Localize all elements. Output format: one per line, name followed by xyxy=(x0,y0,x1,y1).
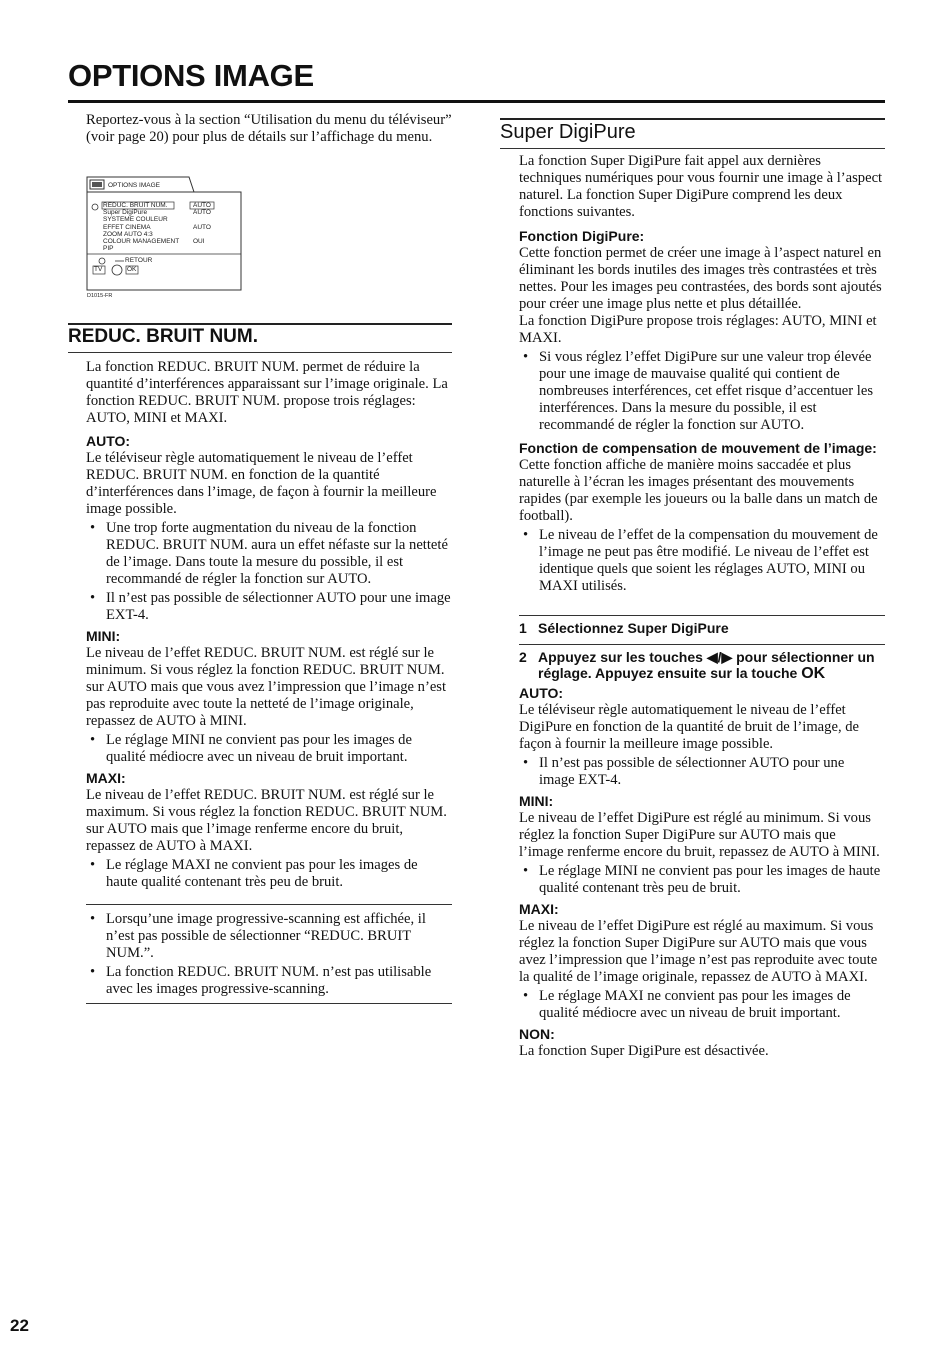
f2-bullets xyxy=(519,527,883,595)
step-number: 1 xyxy=(519,620,527,636)
f2-title: Fonction de compensation de mouvement de l’image: xyxy=(519,440,877,456)
dp-auto-text: Le téléviseur règle automatiquement le niveau de l’effet DigiPure en fonction de la quantité de bruit de l’image, de façon à fournir la meilleure image possible. xyxy=(519,702,860,752)
notes-bottom-rule xyxy=(86,1003,452,1004)
ok-key-label: OK xyxy=(801,665,826,682)
reduc-bottom-rule xyxy=(68,352,452,353)
reduc-auto-title: AUTO: xyxy=(86,433,131,449)
step-text xyxy=(538,649,885,682)
menu-item-label: COLOUR MANAGEMENT xyxy=(103,238,180,245)
list-item: • Il n’est pas possible de sélectionner AUTO pour une image EXT-4. xyxy=(519,755,883,789)
list-item: • Le réglage MINI ne convient pas pour les images de haute qualité contenant très peu de bruit. xyxy=(519,863,883,897)
ok-label: OK xyxy=(127,266,137,273)
digipure-section xyxy=(519,153,883,597)
dp-auto-bullets xyxy=(519,755,883,789)
reduc-auto-bullets xyxy=(86,520,452,624)
list-item: • Lorsqu’une image progressive-scanning est affichée, il n’est pas possible de sélectionner “REDUC. BRUIT NUM.”. xyxy=(86,911,452,962)
intro-text: Reportez-vous à la section “Utilisation du menu du téléviseur” (voir page 20) pour plus de détails sur l’affichage du menu. xyxy=(86,112,452,145)
tv-label: TV xyxy=(94,266,103,273)
list-item: • La fonction REDUC. BRUIT NUM. n’est pas utilisable avec les images progressive-scanning. xyxy=(86,964,452,998)
return-label: RETOUR xyxy=(125,257,153,264)
list-item: • Le réglage MAXI ne convient pas pour les images de haute qualité contenant très peu de bruit. xyxy=(86,857,452,891)
f1-bullets xyxy=(519,349,883,434)
title-rule xyxy=(68,100,885,103)
step-1 xyxy=(519,620,885,636)
step-text: Sélectionnez Super DigiPure xyxy=(538,620,729,636)
list-item: • Le réglage MINI ne convient pas pour les images de qualité médiocre avec un niveau de bruit important. xyxy=(86,732,452,766)
menu-item-value: AUTO xyxy=(193,224,211,231)
reduc-auto-text: Le téléviseur règle automatiquement le niveau de l’effet REDUC. BRUIT NUM. en fonction de la quantité d’interférences dans l’image, de façon à fournir la meilleure image possible. xyxy=(86,450,437,517)
menu-item-value: AUTO xyxy=(193,202,211,209)
step1-top-rule xyxy=(519,615,885,616)
list-item: • Le réglage MAXI ne convient pas pour les images de qualité médiocre avec un niveau de bruit important. xyxy=(519,988,883,1022)
digipure-intro: La fonction Super DigiPure fait appel aux dernières techniques numériques pour vous fournir une image à l’aspect naturel. La fonction Super DigiPure comprend les deux fonctions suivantes. xyxy=(519,153,883,220)
dp-maxi-title: MAXI: xyxy=(519,901,559,917)
reduc-mini-bullets xyxy=(86,732,452,766)
reduc-section xyxy=(86,359,452,893)
reduc-mini-text: Le niveau de l’effet REDUC. BRUIT NUM. est réglé sur le minimum. Si vous réglez la fonction REDUC. BRUIT NUM. sur AUTO mais que vous avez l’impression que l’image n’est pas reproduite avec toute la netteté de l’image originale, repassez de AUTO à MINI. xyxy=(86,645,447,729)
dp-non-text: La fonction Super DigiPure est désactivée. xyxy=(519,1043,769,1059)
dp-maxi-bullets xyxy=(519,988,883,1022)
page-number: 22 xyxy=(10,1316,29,1335)
list-item: • Si vous réglez l’effet DigiPure sur une valeur trop élevée pour une image de mauvaise qualité qui contient de nombreuses interférences, cet effet risque d’accentuer les interférences. Dans la mesure du possible, il est recommandé de régler la fonction sur AUTO. xyxy=(519,349,883,434)
dp-maxi-text: Le niveau de l’effet DigiPure est réglé au maximum. Si vous réglez la fonction Super DigiPure sur AUTO mais que vous avez l’impression que l’image n’est pas reproduite avec toute la qualité de l’image originale, repassez de AUTO à MAXI. xyxy=(519,918,878,985)
notes-list xyxy=(86,911,452,998)
reduc-maxi-title: MAXI: xyxy=(86,770,126,786)
digipure-top-rule xyxy=(500,118,885,120)
menu-item-label: REDUC. BRUIT NUM. xyxy=(103,202,168,209)
menu-item-label: PIP xyxy=(103,245,114,252)
dp-auto-title: AUTO: xyxy=(519,685,564,701)
f1-text: Cette fonction permet de créer une image à l’aspect naturel en éliminant les bords inutiles des images très contrastées et très nettes. Pour les images peu contrastées, des bords sont ajoutés pour créer une image plus nette et plus détaillée. xyxy=(519,245,882,312)
reduc-maxi-bullets xyxy=(86,857,452,891)
reduc-maxi-text: Le niveau de l’effet REDUC. BRUIT NUM. est réglé sur le maximum. Si vous réglez la fonction REDUC. BRUIT NUM. sur AUTO mais que l’image renferme encore du bruit, repassez de AUTO à MAXI. xyxy=(86,787,447,854)
f1-title: Fonction DigiPure: xyxy=(519,228,645,244)
step-number: 2 xyxy=(519,649,527,665)
step2-top-rule xyxy=(519,644,885,645)
step-text-main: Appuyez sur les touches ◀/▶ pour sélectionner un réglage. Appuyez ensuite sur la touche xyxy=(538,649,875,681)
left-column xyxy=(86,112,452,146)
f2-text: Cette fonction affiche de manière moins saccadée et plus naturelle à l’écran les images présentant des mouvements rapides (par exemple les joueurs ou la balle dans un match de football). xyxy=(519,457,878,524)
menu-item-value: OUI xyxy=(193,238,205,245)
figure-code: D1015-FR xyxy=(87,293,113,299)
list-item: • Le niveau de l’effet de la compensation du mouvement de l’image ne peut pas être modifié. Le niveau de l’effet est identique quels que soient les réglages AUTO, MINI ou MAXI utilisés. xyxy=(519,527,883,595)
menu-item-label: ZOOM AUTO 4:3 xyxy=(103,231,153,238)
notes-top-rule xyxy=(86,904,452,905)
page-title: OPTIONS IMAGE xyxy=(68,58,314,93)
f1-text2: La fonction DigiPure propose trois réglages: AUTO, MINI et MAXI. xyxy=(519,313,877,346)
list-item: • Il n’est pas possible de sélectionner AUTO pour une image EXT-4. xyxy=(86,590,452,624)
reduc-top-rule xyxy=(68,323,452,325)
reduc-notes xyxy=(86,911,452,1000)
digipure-heading: Super DigiPure xyxy=(500,121,636,143)
menu-item-label: Super DigiPure xyxy=(103,209,148,216)
digipure-settings xyxy=(519,685,883,1060)
reduc-intro: La fonction REDUC. BRUIT NUM. permet de réduire la quantité d’interférences apparaissant sur l’image originale. La fonction REDUC. BRUIT NUM. propose trois réglages: AUTO, MINI et MAXI. xyxy=(86,359,448,426)
dp-non-title: NON: xyxy=(519,1026,555,1042)
digipure-bottom-rule xyxy=(500,148,885,149)
menu-item-label: EFFET CINEMA xyxy=(103,224,151,231)
menu-figure-header: OPTIONS IMAGE xyxy=(108,182,161,189)
menu-item-label: SYSTEME COULEUR xyxy=(103,216,168,223)
dp-mini-text: Le niveau de l’effet DigiPure est réglé au minimum. Si vous réglez la fonction Super DigiPure sur AUTO mais que l’image renferme encore du bruit, repassez de AUTO à MINI. xyxy=(519,810,880,860)
list-item: • Une trop forte augmentation du niveau de la fonction REDUC. BRUIT NUM. aura un effet néfaste sur la netteté de l’image. Dans toute la mesure du possible, il est recommandé de régler la fonction sur AUTO. xyxy=(86,520,452,588)
step-2 xyxy=(519,649,885,682)
menu-figure xyxy=(86,174,246,304)
menu-item-value: AUTO xyxy=(193,209,211,216)
reduc-mini-title: MINI: xyxy=(86,628,121,644)
dp-mini-title: MINI: xyxy=(519,793,554,809)
dp-mini-bullets xyxy=(519,863,883,897)
reduc-heading: REDUC. BRUIT NUM. xyxy=(68,326,258,347)
